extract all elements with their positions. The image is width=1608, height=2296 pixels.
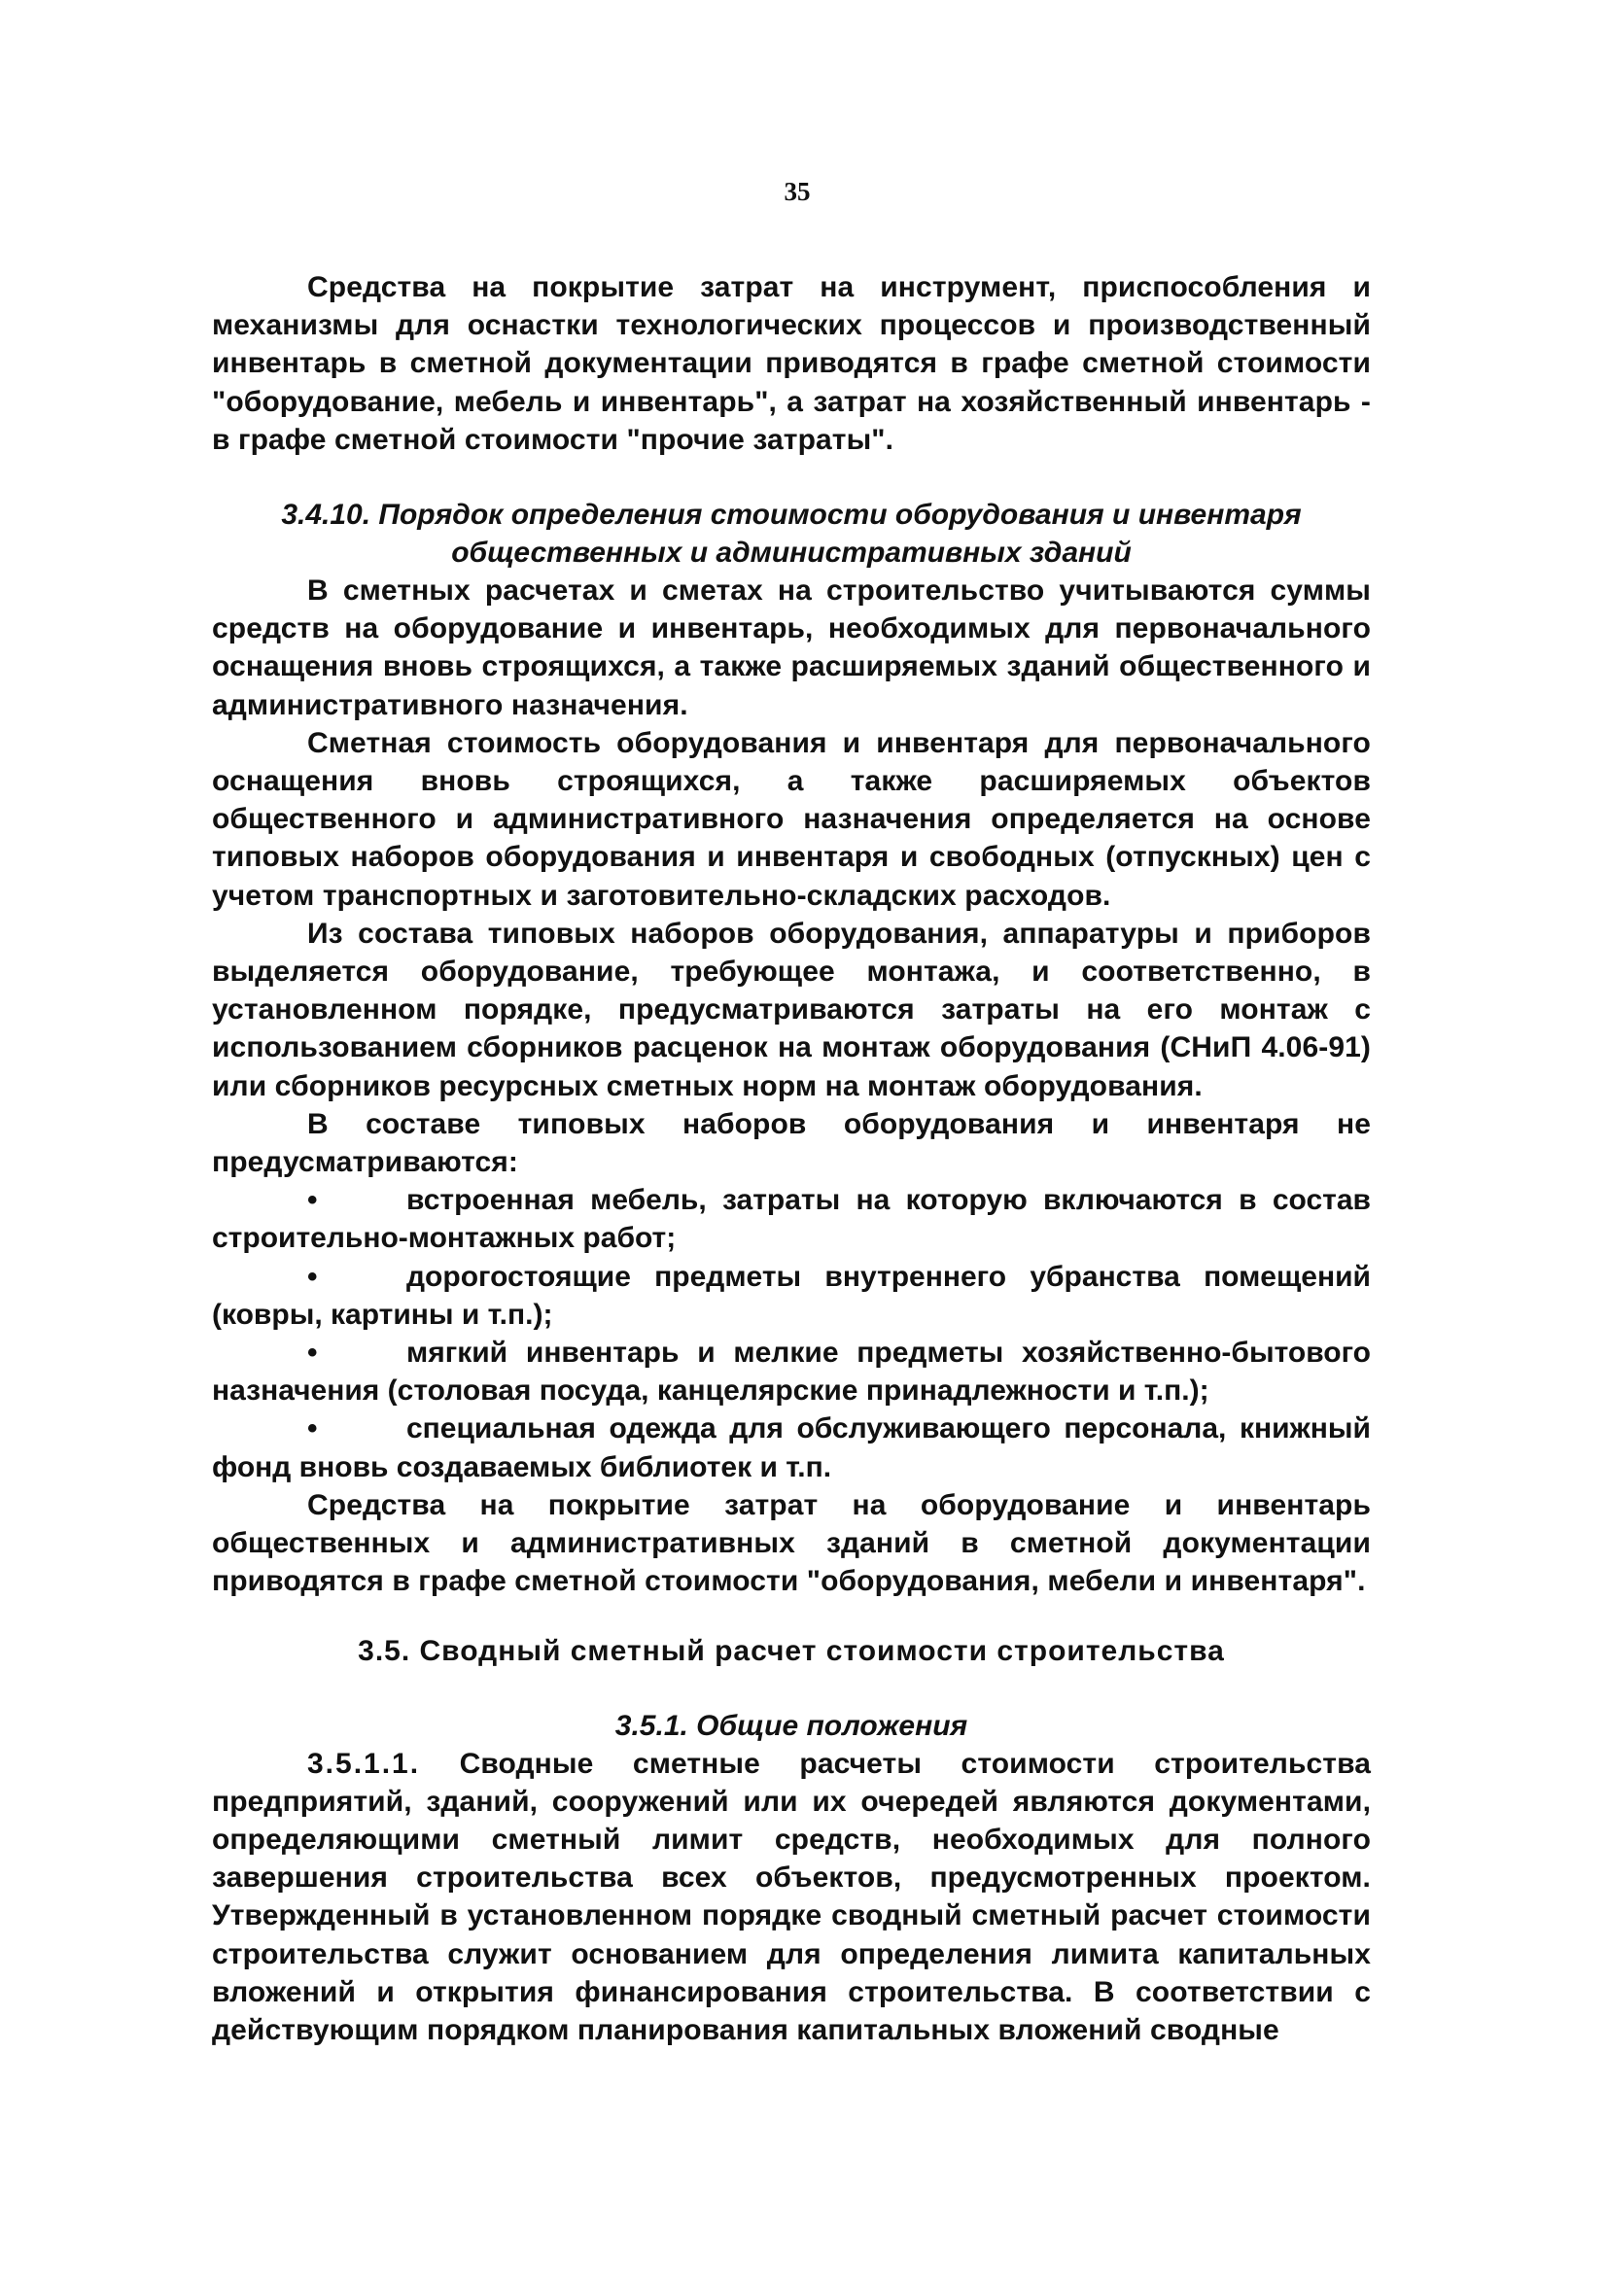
bullet-item [212,1409,1371,1485]
paragraph-3: Из состава типовых наборов оборудования, аппаратуры и приборов выделяется оборудование, требующее монтажа, и соответственно, в установленном порядке, предусматриваются затраты на его монтаж с использованием сборников расценок на монтаж оборудования (СНиП 4.06-91) или сборников ресурсных сметных норм на монтаж оборудования. [212,917,1371,1102]
bullet-glyph: • [307,1260,318,1293]
bullet-text: встроенная мебель, затраты на которую включаются в состав строительно-монтажных работ; [212,1184,1371,1255]
section-heading-3-5: 3.5. Сводный сметный расчет стоимости строительства [358,1634,1225,1667]
bullet-item [212,1181,1371,1257]
section-heading-3-4-10: 3.4.10. Порядок определения стоимости оборудования и инвентаря общественных и административных зданий [281,499,1302,570]
paragraph-6 [212,1745,1371,2050]
bullet-glyph: • [307,1184,318,1217]
bullet-text: дорогостоящие предметы внутреннего убранства помещений (ковры, картины и т.п.); [212,1260,1371,1331]
document-body [212,268,1371,2049]
paragraph-2: Сметная стоимость оборудования и инвентаря для первоначального оснащения вновь строящихся, а также расширяемых объектов общественного и административного назначения определяется на основе типовых наборов оборудования и инвентаря и свободных (отпускных) цен с учетом транспортных и заготовительно-складских расходов. [212,726,1371,912]
bullet-item [212,1334,1371,1409]
bullet-glyph: • [307,1337,318,1370]
bullet-glyph: • [307,1412,318,1445]
clause-number: 3.5.1.1. [307,1747,421,1780]
paragraph-5: Средства на покрытие затрат на оборудование и инвентарь общественных и административных зданий в сметной документации приводятся в графе сметной стоимости "оборудования, мебели и инвентаря". [212,1488,1371,1598]
paragraph-4: В составе типовых наборов оборудования и инвентаря не предусматриваются: [212,1107,1371,1179]
page-number: 35 [784,177,811,206]
bullet-text: специальная одежда для обслуживающего персонала, книжный фонд вновь создаваемых библиотек и т.п. [212,1412,1371,1483]
subsection-heading-3-5-1: 3.5.1. Общие положения [614,1709,968,1742]
bullet-item [212,1258,1371,1334]
paragraph-1: В сметных расчетах и сметах на строительство учитываются суммы средств на оборудование и инвентарь, необходимых для первоначального оснащения вновь строящихся, а также расширяемых зданий общественного и административного назначения. [212,574,1371,721]
paragraph-intro: Средства на покрытие затрат на инструмент, приспособления и механизмы для оснастки технологических процессов и производственный инвентарь в сметной документации приводятся в графе сметной стоимости "оборудование, мебель и инвентарь", а затрат на хозяйственный инвентарь - в графе сметной стоимости "прочие затраты". [212,271,1371,456]
bullet-text: мягкий инвентарь и мелкие предметы хозяйственно-бытового назначения (столовая посуда, канцелярские принадлежности и т.п.); [212,1337,1371,1408]
paragraph-6-text: Сводные сметные расчеты стоимости строительства предприятий, зданий, сооружений или их очередей являются документами, определяющими сметный лимит средств, необходимых для полного завершения строительства всех объектов, предусмотренных проектом. Утвержденный в установленном порядке сводный сметный расчет стоимости строительства служит основанием для определения лимита капитальных вложений и открытия финансирования строительства. В соответствии с действующим порядком планирования капитальных вложений сводные [212,1747,1371,2046]
